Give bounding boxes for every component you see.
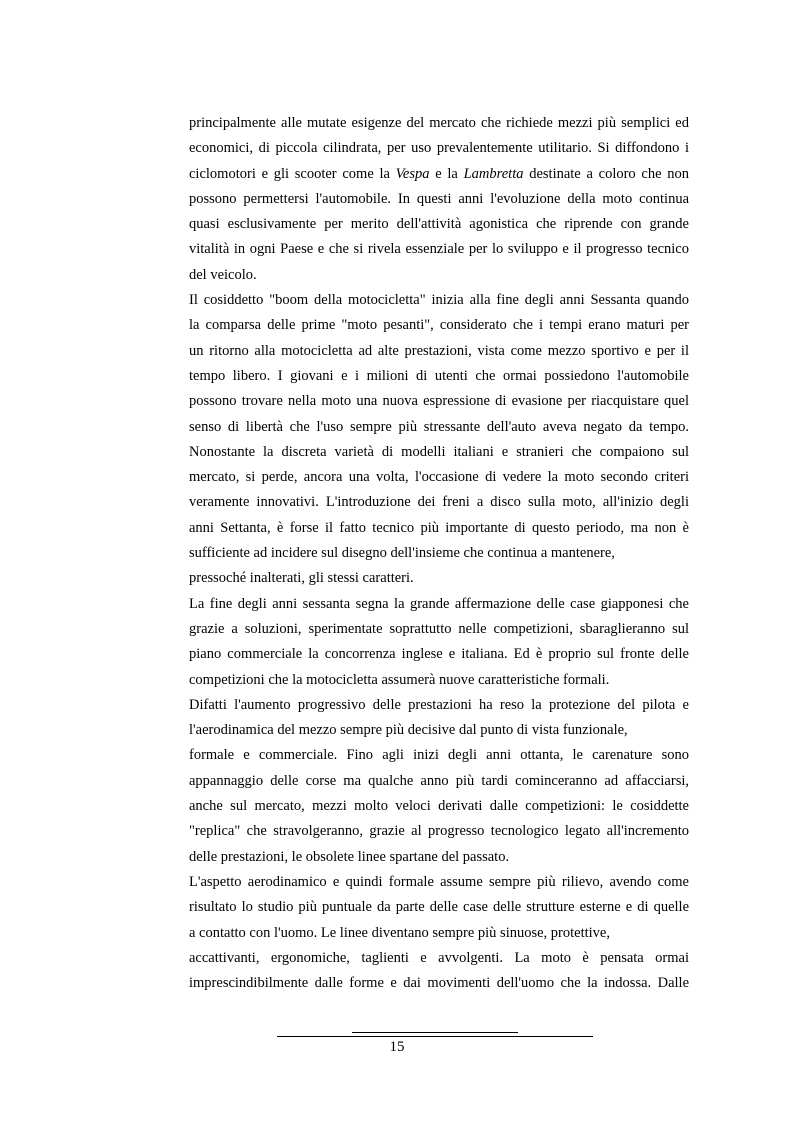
text-line: accattivanti, ergonomiche, taglienti e avvolgenti. La moto è pensata ormai <box>189 949 689 966</box>
text-segment: e la <box>429 165 464 182</box>
text-line: grazie a soluzioni, sperimentate soprattutto nelle competizioni, sbaraglieranno sul <box>189 620 689 637</box>
text-line: pressoché inalterati, gli stessi caratteri. <box>189 570 414 587</box>
text-line: "replica" che stravolgeranno, grazie al progresso tecnologico legato all'incremento <box>189 823 689 840</box>
text-line: Difatti l'aumento progressivo delle prestazioni ha reso la protezione del pilota e <box>189 696 689 713</box>
text-line: imprescindibilmente dalle forme e dai movimenti dell'uomo che la indossa. Dalle <box>189 975 689 992</box>
text-line: La fine degli anni sessanta segna la grande affermazione delle case giapponesi che <box>189 595 689 612</box>
text-line: Il cosiddetto "boom della motocicletta" inizia alla fine degli anni Sessanta quando <box>189 292 689 309</box>
text-line: risultato lo studio più puntuale da parte delle case delle strutture esterne e di quelle <box>189 899 689 916</box>
text-line: possono trovare nella moto una nuova espressione di evasione per riacquistare quel <box>189 393 689 410</box>
text-segment: destinate a coloro che non <box>523 165 689 182</box>
text-line: appannaggio delle corse ma qualche anno più tardi cominceranno ad affacciarsi, <box>189 772 689 789</box>
text-line: L'aspetto aerodinamico e quindi formale assume sempre più rilievo, avendo come <box>189 873 689 890</box>
footer-rule <box>277 1036 593 1037</box>
text-line: un ritorno alla motocicletta ad alte prestazioni, vista come mezzo sportivo e per il <box>189 342 689 359</box>
text-line: a contatto con l'uomo. Le linee diventano sempre più sinuose, protettive, <box>189 924 610 941</box>
text-line: possono permettersi l'automobile. In questi anni l'evoluzione della moto continua <box>189 190 689 207</box>
text-line: l'aerodinamica del mezzo sempre più decisive dal punto di vista funzionale, <box>189 722 628 739</box>
text-line: senso di libertà che l'uso sempre più stressante dell'auto aveva negato da tempo. <box>189 418 689 435</box>
text-line: economici, di piccola cilindrata, per uso prevalentemente utilitario. Si diffondono i <box>189 140 689 157</box>
text-line: Nonostante la discreta varietà di modelli italiani e stranieri che compaiono sul <box>189 443 689 460</box>
text-line: vitalità in ogni Paese e che si rivela essenziale per lo sviluppo e il progresso tecnico <box>189 241 689 258</box>
text-line: anche sul mercato, mezzi molto veloci derivati dalle competizioni: le cosiddette <box>189 798 689 815</box>
text-line: delle prestazioni, le obsolete linee spartane del passato. <box>189 848 510 865</box>
text-line: mercato, si perde, ancora una volta, l'occasione di vedere la moto secondo criteri <box>189 469 689 486</box>
text-segment: ciclomotori e gli scooter come la <box>189 165 396 182</box>
text-line: tempo libero. I giovani e i milioni di utenti che ormai possiedono l'automobile <box>189 367 689 384</box>
text-line: veramente innovativi. L'introduzione dei freni a disco sulla moto, all'inizio degli <box>189 494 689 511</box>
text-line: anni Settanta, è forse il fatto tecnico più importante di questo periodo, ma non è <box>189 519 689 536</box>
text-line: principalmente alle mutate esigenze del mercato che richiede mezzi più semplici ed <box>189 115 689 131</box>
text-line: formale e commerciale. Fino agli inizi degli anni ottanta, le carenature sono <box>189 747 689 764</box>
body-text <box>189 111 689 996</box>
text-line: quasi esclusivamente per merito dell'attività agonistica che riprende con grande <box>189 216 689 233</box>
italic-lambretta: Lambretta <box>463 165 524 182</box>
text-line: la comparsa delle prime "moto pesanti", considerato che i tempi erano maturi per <box>189 317 689 334</box>
text-line <box>189 162 689 187</box>
page-number: 15 <box>389 1039 405 1055</box>
italic-vespa: Vespa <box>395 165 430 182</box>
text-line: sufficiente ad incidere sul disegno dell'insieme che continua a mantenere, <box>189 545 615 562</box>
text-line: piano commerciale la concorrenza inglese e italiana. Ed è proprio sul fronte delle <box>189 646 689 663</box>
footer-rule-short <box>352 1032 518 1033</box>
text-line: del veicolo. <box>189 266 257 283</box>
text-line: competizioni che la motocicletta assumerà nuove caratteristiche formali. <box>189 671 610 688</box>
